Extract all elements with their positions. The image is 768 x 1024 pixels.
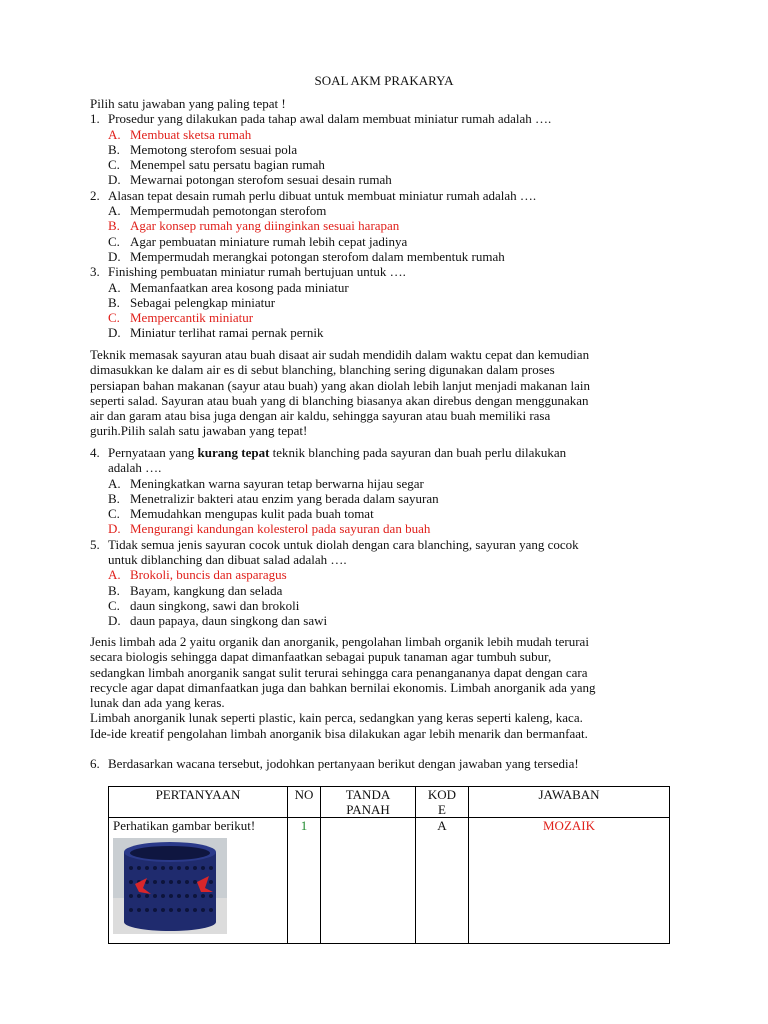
mosaic-jar-image [113,838,227,934]
passage-line: persiapan bahan makanan (sayur atau buah) yang akan diolah lebih lanjut menjadi makanan lain [90,377,590,393]
option-5c: C. daun singkong, sawi dan brokoli [108,597,300,613]
option-1d: D. Mewarnai potongan sterofom sesuai desain rumah [108,172,392,188]
option-3d: D. Miniatur terlihat ramai pernak pernik [108,325,324,341]
question-5-cont: untuk diblanching dan dibuat salad adalah …. [108,552,347,568]
passage-line: seperti salad. Sayuran atau buah yang di blanching biasanya akan direbus dengan menggunakan [90,392,589,408]
question-4-cont: adalah …. [108,460,162,476]
passage-line: sedangkan limbah anorganik sangat sulit terurai sehingga cara penangananya dapat dengan cara [90,664,588,680]
document-title: SOAL AKM PRAKARYA [314,73,454,88]
passage-line: Ide-ide kreatif pengolahan limbah anorganik bisa dilakukan agar lebih menarik dan bermanfaat. [90,725,588,741]
option-4c: C. Memudahkan mengupas kulit pada buah tomat [108,506,374,522]
passage-line: gurih.Pilih salah satu jawaban yang tepat! [90,423,308,439]
header-kode: KOD E [416,787,469,818]
option-3c: C. Mempercantik miniatur [108,310,254,326]
question-prompt: Perhatikan gambar berikut! [113,818,256,833]
cell-pertanyaan [109,818,288,944]
passage-limbah [90,634,680,741]
table-header-row [109,787,670,818]
passage-line: air dan garam atau bisa juga dengan air kaldu, sehingga sayuran atau buah memiliki rasa [90,408,551,424]
option-2a: A. Mempermudah pemotongan sterofom [108,203,327,219]
option-2d: D. Mempermudah merangkai potongan sterofom dalam membentuk rumah [108,248,505,264]
question-3: 3. Finishing pembuatan miniatur rumah bertujuan untuk …. [90,264,406,280]
passage-blanching [90,347,680,439]
question-6: 6. Berdasarkan wacana tersebut, jodohkan pertanyaan berikut dengan jawaban yang tersedia! [90,756,579,771]
matching-table [108,786,670,944]
option-5a: A. Brokoli, buncis dan asparagus [108,567,287,583]
passage-line: Limbah anorganik lunak seperti plastic, kain perca, sedangkan yang keras seperti kaleng, kaca. [90,710,583,726]
section-multiple-choice-2 [90,445,680,629]
option-1b: B. Memotong sterofom sesuai pola [108,141,298,157]
option-3a: A. Memanfaatkan area kosong pada miniatur [108,279,349,295]
option-2c: C. Agar pembuatan miniature rumah lebih cepat jadinya [108,233,408,249]
question-1: 1. Prosedur yang dilakukan pada tahap awal dalam membuat miniatur rumah adalah …. [90,111,552,127]
section-multiple-choice-1 [90,96,680,341]
passage-line: secara biologis sehingga dapat dimanfaatkan sebagai pupuk tanaman agar tumbuh subur, [90,649,552,665]
section-matching [90,756,680,771]
header-jawaban: JAWABAN [469,787,670,818]
cell-kode: A [416,818,469,944]
passage-line: recycle agar dapat dimanfaatkan juga dan bahkan bernilai ekonomis. Limbah anorganik ada yang [90,679,596,695]
passage-line: Teknik memasak sayuran atau buah disaat air sudah mendidih dalam waktu cepat dan kemudian [90,347,590,362]
option-4a: A. Meningkatkan warna sayuran tetap berwarna hijau segar [108,475,424,491]
table-row [109,818,670,944]
question-5: 5. Tidak semua jenis sayuran cocok untuk diolah dengan cara blanching, sayuran yang cocok [90,536,579,552]
option-2b: B. Agar konsep rumah yang diinginkan sesuai harapan [108,218,400,234]
option-4d: D. Mengurangi kandungan kolesterol pada sayuran dan buah [108,521,431,537]
option-5d: D. daun papaya, daun singkong dan sawi [108,613,328,629]
option-1c: C. Menempel satu persatu bagian rumah [108,157,325,173]
cell-no: 1 [288,818,321,944]
question-4: 4. Pernyataan yang kurang tepat teknik blanching pada sayuran dan buah perlu dilakukan [90,445,567,460]
passage-line: lunak dan ada yang keras. [90,695,225,711]
option-1a: A. Membuat sketsa rumah [108,126,252,142]
option-3b: B. Sebagai pelengkap miniatur [108,294,276,310]
question-2: 2. Alasan tepat desain rumah perlu dibuat untuk membuat miniatur rumah adalah …. [90,187,537,203]
passage-line: Jenis limbah ada 2 yaitu organik dan anorganik, pengolahan limbah organik lebih mudah terurai [90,634,589,649]
instruction: Pilih satu jawaban yang paling tepat ! [90,96,286,111]
passage-line: dimasukkan ke dalam air es di sebut blanching, blanching sering digunakan dalam proses [90,362,555,378]
header-tanda-panah: TANDA PANAH [321,787,416,818]
emphasis-text: kurang tepat [197,445,270,460]
cell-jawaban: MOZAIK [469,818,670,944]
option-5b: B. Bayam, kangkung dan selada [108,582,283,598]
cell-tanda-panah[interactable] [321,818,416,944]
option-4b: B. Menetralizir bakteri atau enzim yang berada dalam sayuran [108,490,439,506]
header-no: NO [288,787,321,818]
header-pertanyaan: PERTANYAAN [109,787,288,818]
